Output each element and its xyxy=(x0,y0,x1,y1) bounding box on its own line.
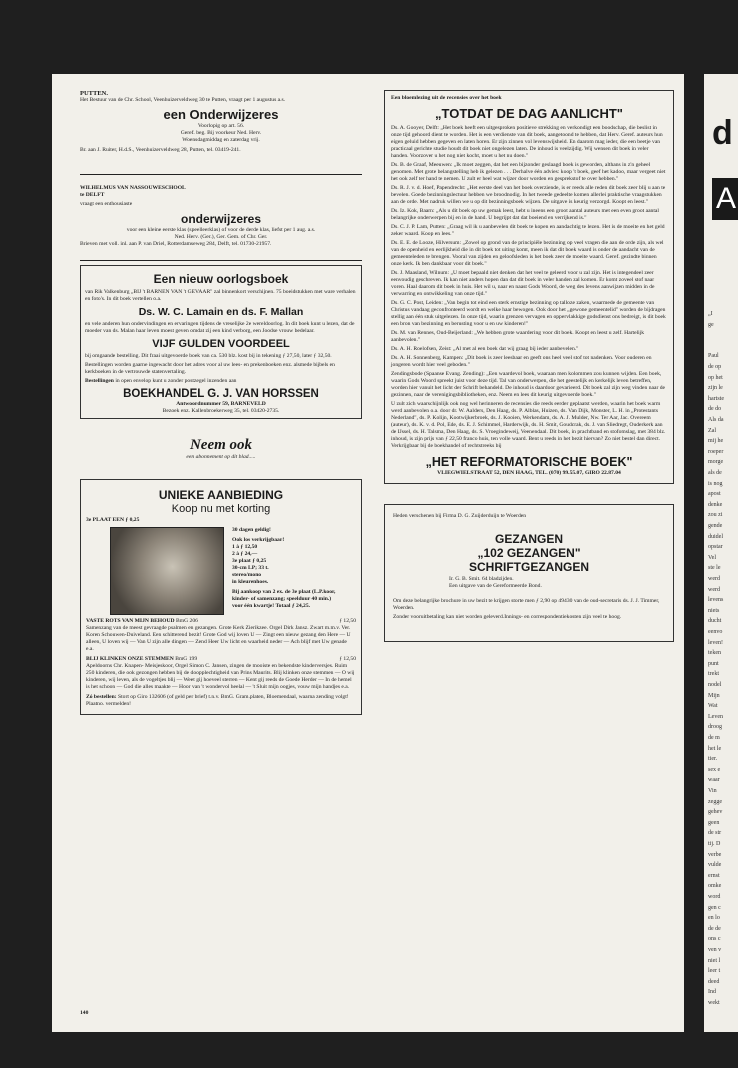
oorlog-order-label: Bestellingen xyxy=(85,378,114,384)
totdat-title: „TOTDAT DE DAG AANLICHT" xyxy=(435,106,623,121)
oorlog-offer: VIJF GULDEN VOORDEEL xyxy=(152,338,290,350)
strip-line: als de xyxy=(708,470,722,476)
review-item: Ds. C. J. P. Lam, Putten: „Graag wil ik u aanbevelen dit boek te kopen en aandachtig te lezen. Het is de moeite en het geld zeker waard. Koop en lees." xyxy=(391,224,665,237)
oorlog-antwoord: Antwoordnummer 59, BARNEVELD xyxy=(176,401,266,407)
strip-line: Vin xyxy=(708,788,717,794)
unieke-price-label: 3e PLAAT EEN ƒ 0,25 xyxy=(86,517,140,523)
review-list xyxy=(391,125,667,399)
strip-big-letter: d xyxy=(712,114,733,152)
zuid-intro: Heden verschenen bij Firma D. G. Zuijderduijn te Woerden xyxy=(393,513,527,519)
left-column xyxy=(80,90,362,715)
strip-line: leven! xyxy=(708,639,723,646)
strip-line: leer t xyxy=(708,968,721,975)
strip-line: ge xyxy=(708,321,714,328)
review-item: Ds. J. Maasland, Wilnum: „U moet bepaald niet denken dat het veel te geleerd voor u zal zijn. Het is integendeel zeer eenvoudig geschreven. Ik kan niet anders hopen dan dat dit boek in veler handen zal komen. Er komt zoveel stof naar voren. Haal daarom dit boek in huis. Het wil u, naar en naast Gods Woord, de weg des levens aanwijzen midden in de verwarring en ontwikkeling van onze tijd." xyxy=(391,270,655,297)
review-item: Ds. B. de Graaf, Meeuwen: „Ik moet zeggen, dat het een bijzonder geslaagd boek is geworden, althans in z'n geheel genomen. Met grote belangstelling heb ik gelezen . . . Derhalve één advies: koop 't boek, geef het kadoo, maar vergeet niet het ook zelf ter hand te nemen. U zult er heel wat wijzer door worden en gesprekstof te over hebben." xyxy=(391,162,666,182)
neem-ook-ad xyxy=(80,437,362,461)
zuid-a2: Een uitgave van de Gereformeerde Bond. xyxy=(449,583,542,589)
next-page-strip xyxy=(704,74,738,1032)
strip-line: levens xyxy=(708,597,724,604)
strip-line: zijn le xyxy=(708,385,723,392)
strip-line: de m xyxy=(708,735,720,741)
oorlogsboek-ad xyxy=(80,265,362,419)
delft-contact: Brieven met voll. inl. aan P. van Driel, Rotterdamseweg 284, Delft, tel. 01730-21957. xyxy=(80,241,272,247)
strip-line: is nog xyxy=(708,480,723,487)
record-photo xyxy=(110,527,224,615)
review-item: Ds. M. van Rennes, Oud-Beijerland: „We hebben grote waardering voor dit boek. Koopt en leest u zelf. Hartelijk aanbevolen." xyxy=(391,330,645,343)
strip-line: niet l xyxy=(708,957,721,964)
totdat-intro: Een bloemlezing uit de recensies over het boek xyxy=(391,95,502,101)
unieke-order-text: Stort op Giro 132606 (of geld per brief) t.n.v. BmG. Gram.platen, Bloemendaal, waarna zending volgt! Plaatno. vermelden! xyxy=(86,694,349,707)
strip-line: Paul xyxy=(708,353,719,360)
strip-line: gen c xyxy=(708,904,721,911)
strip-line: mij he xyxy=(708,438,724,445)
totdat-closing: U zult zich waarschijnlijk ook nog wel herinneren de recensies die reeds eerder geplaatst werden, waarin het boek warm werd aanbevolen o.a. door dr. W. Aalders, Den Haag, ds. P. Alblas, Huizen, ds. Van Dijk, Monster, L. H. in „Protestants Nederland", ds. P. Kolijn, Kootwijkerbroek, ds. J. Kooien, Werkendam, ds. A. J. Mulder, Nw. Ter Aar, Jac. Overeem (auteur), ds. K. v. d. Pol, Ede, ds. E. J. Schimmel, Harderwijk, ds. H. Smit, Goudcrak, ds. J. van Sliedregt, Ouderkerk aan de IJssel, ds. H. Talsma, Den Haag, ds. S. Vroegindeweij, Veenendaal. Dit boek, in prachtband en stofomslag, met 384 blz. inhoud, is zijn prijs van ƒ 22,50 franco huis, ten volle waard. Bent u reeds in het bezit hiervan? Zo niet bestel dan direct. Verkrijgbaar bij de boekhandel of rechtstreeks bij xyxy=(391,401,666,449)
oorlog-bezoek: Bezoek enz. Kallenbroekerweg 35, tel. 03420-2735. xyxy=(162,408,280,414)
unieke-r1: Ook los verkrijgbaar! xyxy=(232,537,285,543)
strip-line: trekt xyxy=(708,671,719,678)
strip-line: Leven xyxy=(708,713,723,720)
strip-line: verbe xyxy=(708,851,722,858)
rec2-price: ƒ 12,50 xyxy=(339,656,356,662)
review-item: Ds. A. Gooyer, Delft: „Het boek heeft een uitgesproken positieve strekking en verkondigt een boodschap, die beslist in onze tijd gehoord dient te worden. Het is een verdienste van dit boek, aangetoond te hebben, dat Herv. Geref. auteurs hun eigen geluid hebben gegeven en laten horen. Er zijn zinnen vol levenswijsheid. En daarom mag ieder, die een beetje van practicaal gerichte studie houdt dit boek niet ongelezen laten. De inhoud is veelzijdig. Wij wensen dit boek in veler handen. Voorzover u het nog niet kocht, moet u het nu doen." xyxy=(391,125,663,159)
zuid-t3: SCHRIFTGEZANGEN xyxy=(469,560,589,574)
strip-line: tij. D xyxy=(708,841,721,847)
rec2-code: BmG 199 xyxy=(175,656,198,662)
strip-line: Wat xyxy=(708,703,718,710)
zuid-p2: Zonder vooruitbetaling kan niet worden geleverd.Innings- en correspondentiekosten zijn veel te hoog. xyxy=(393,614,622,620)
strip-line: omke xyxy=(708,883,722,890)
putten-line3: Woensdagmiddag en zaterdag vrij. xyxy=(182,137,260,143)
unieke-order-label: Zó bestellen: xyxy=(86,694,117,700)
unieke-r2: 1 à ƒ 12,50 xyxy=(232,544,258,550)
oorlog-text: van Rik Valkenburg „BIJ 't BARNEN VAN 't GEVAAR" zal binnenkort verschijnen. 75 boeidstukken met ware verhalen en foto's. In dit boek vertellen o.a. xyxy=(85,289,356,302)
strip-line: punt xyxy=(708,660,719,667)
strip-line: nodel xyxy=(708,682,722,688)
strip-line: gende xyxy=(708,523,723,529)
oorlog-text2: en vele anderen hun ondervindingen en ervaringen tijdens de vreselijke 2e wereldoorlog. In dit boek kunt u lezen, dat de moeder van ds. Malan haar leven moest geven omdat zij een kind verborg, een Joodse vrouw bedelaar. xyxy=(85,321,355,334)
neem-title: Neem ook xyxy=(189,437,253,453)
unieke-sub: Koop nu met korting xyxy=(171,503,271,515)
strip-line: roeper xyxy=(708,448,724,455)
neem-sub: een abonnement op dit blad..... xyxy=(186,454,256,460)
putten-heading: PUTTEN. xyxy=(80,90,108,97)
strip-line: het le xyxy=(708,745,722,752)
zuid-p1: Om deze belangrijke brochure in uw bezit te krijgen storte men ƒ 2,90 op 49430 van de oud-secretaris ds. J. J. Timmer, Woerden. xyxy=(393,598,660,611)
unieke-days: 30 dagen geldig! xyxy=(232,527,271,533)
strip-line: Ind xyxy=(708,989,716,996)
strip-line: zou zi xyxy=(708,512,723,519)
publisher-name: „HET REFORMATORISCHE BOEK" xyxy=(425,455,633,469)
strip-line: „I xyxy=(708,311,713,317)
strip-line: sex e xyxy=(708,766,721,773)
strip-line: droog xyxy=(708,724,722,731)
strip-line: hartste xyxy=(708,395,724,402)
review-item: Ds. E. E. de Looze, Hilversum: „Zowel op grond van de principiële bezinning op veel vragen die aan de orde zijn, als wel van de openheid en eerlijkheid die in dit boek tot uiting komt, meen ik dat dit boek waard is onder de aandacht van de gemeenteleden te brengen. Vooral van zijden en geloofsleden is het boek zeer de moeite waard. Geref. gezindte binnen onze kerk. Ik ben dankbaar voor dit boek." xyxy=(391,240,664,267)
rec1-text: Samenzang van de meest gevraagde psalmen en gezangen. Grote Kerk Zierikzee. Orgel Dirk Jansz. Zwart m.m.v. Ver. Koren Schouwen-Duiveland. Een schitterend bezit! Grote God wij loven U — Zingt een nieuw gezang den Here — U alleen, U loven wij — Van U zijn alle dingen — Zend Heer Uw licht en waarheid neder — Ach blijf met Uw genade e.a. xyxy=(86,625,351,652)
strip-line: gehev xyxy=(708,809,723,816)
strip-line: waar xyxy=(708,777,720,784)
strip-line: wekt xyxy=(708,1000,720,1006)
unieke-r3: 2 à ƒ 24,— xyxy=(232,551,258,557)
delft-heading: WILHELMUS VAN NASSOUWESCHOOL xyxy=(80,185,186,191)
strip-letter-box: A xyxy=(712,178,738,220)
strip-line: deed xyxy=(708,978,720,985)
strip-line: niets xyxy=(708,607,720,614)
review-item: Ds. A. H. Sonnenberg, Kampen: „Dit boek is zeer leesbaar en geeft ons heel veel stof tot nadenken. Voor ouderen en jongeren wordt hier veel geboden." xyxy=(391,355,652,368)
review-item: Ds. Iz. Kok, Baarn: „Als u dit boek op uw gemak leest, hebt u ineens een groot aantal auteurs met een even groot aantal belangrijke onderwerpen bij en in de hand. U begrijpt dat dat boeiend en verrijkend is." xyxy=(391,208,659,221)
strip-line: duidel xyxy=(708,533,723,540)
strip-line: de do xyxy=(708,406,722,413)
right-column xyxy=(384,90,674,642)
oorlog-title: Een nieuw oorlogsboek xyxy=(153,272,289,286)
unieke-r4: 3e plaat ƒ 0,25 xyxy=(232,558,267,564)
strip-line: de op xyxy=(708,364,722,370)
strip-line: geen xyxy=(708,819,720,826)
unieke-title: UNIEKE AANBIEDING xyxy=(158,488,284,502)
putten-ad xyxy=(80,90,362,154)
strip-line: Zal xyxy=(708,427,716,434)
strip-line: zegge xyxy=(708,798,722,805)
strip-line: apost xyxy=(708,491,721,498)
putten-title: een Onderwijzeres xyxy=(163,107,279,122)
zuid-t1: GEZANGEN xyxy=(494,532,563,546)
putten-contact: Br. aan J. Ruiter, H.d.S., Veenhuizerveldweg 28, Putten, tel. 03419-241. xyxy=(80,147,241,153)
review-item: Ds. A. H. Roelofsen, Zeist: „Al met al een boek dat wij graag bij ieder aanbevelen." xyxy=(391,346,579,352)
zuid-t2: „102 GEZANGEN" xyxy=(477,546,581,560)
review-item: Zendingsbode (Spaanse Evang. Zending): „Een waardevol boek, waaraan men kolommen zou kunnen wijden. Een boek, waarin Gods Woord spreekt juist voor deze tijd. Tal van onderwerpen, die het geestelijk en kerkelijk leven betreffen, worden hier vanuit het licht der Schrift behandeld. De inhoud is daardoor gevarieerd. Dit boek zal zijn weg vinden naar de gezinnen, naar de verenigingsbibliotheken, enz. Neem en lees dit keurig uitgevoerde boek." xyxy=(391,371,665,398)
delft-text2: Ned. Herv. (Ger.), Ger. Gem. of Chr. Ger. xyxy=(174,234,268,240)
rec2-text: Apeldoorns Chr. Knapen- Meisjeskoor, Orgel Simon C. Jansen, zingen de mooiste en bekendste kinderversjes. Ruim 250 kinderen, die ook gezongen hebben bij de doopplechtigheid van Prins Maurits. Blij klinken onze stemmen — O wij kinderen, wij leven, als de vogeltjes blij — Weet gij hoeveel sterren — Kent gij reeds de Goede Herder — In de hemel is het schoon — God die alles maakte — Hoor van 't wondervol heelal — 't Sluit mijn oogjes, vouw mijn handjes e.a. xyxy=(86,663,355,690)
strip-line: teken xyxy=(708,650,721,657)
unieke-r6: stereo/mono xyxy=(232,572,262,578)
strip-line: en lo xyxy=(708,915,720,922)
putten-intro: Het Bestuur van de Chr. School, Veenhuizerveldweg 30 te Putten, vraagt per 1 augustus a.s. xyxy=(80,97,286,103)
strip-line: opstar xyxy=(708,544,723,551)
strip-line: ducht xyxy=(708,618,722,625)
strip-line: ste le xyxy=(708,565,721,572)
oorlog-text4: Bestellingen worden gaarne ingewacht door het adres voor al uw lees- en prekenboeken enz. alsmede bijbels en kerkboeken in de vertrouwde statenvertaling. xyxy=(85,362,335,375)
strip-line: werd xyxy=(708,586,720,593)
strip-line: Vel xyxy=(708,554,716,561)
strip-line: Mijn xyxy=(708,692,720,699)
oorlog-text3: bij omgaande bestelling. Dit fraai uitgevoerde boek van ca. 530 blz. kost bij in tekening ƒ 27,50, later ƒ 32,50. xyxy=(85,353,332,359)
strip-line: tier. xyxy=(708,756,718,763)
putten-line1: Voorlopig op art. 56. xyxy=(197,123,245,129)
divider xyxy=(80,174,362,175)
strip-line: word xyxy=(708,894,721,900)
publisher-address: VLIEGWIELSTRAAT 52, DEN HAAG, TEL. (070) 99.55.07, GIRO 22.87.04 xyxy=(437,470,621,476)
strip-line: op het xyxy=(708,374,723,381)
rec2-title: BLIJ KLINKEN ONZE STEMMEN xyxy=(86,656,174,662)
strip-line: de str xyxy=(708,830,722,837)
oorlog-order-text: in open envelop kunt u zonder postzegel inzenden aan xyxy=(115,378,237,384)
delft-intro: vraagt een enthousiaste xyxy=(80,201,133,207)
rec1-title: VASTE ROTS VAN MIJN BEHOUD xyxy=(86,618,175,624)
gezangen-ad xyxy=(384,504,674,642)
delft-heading2: te DELFT xyxy=(80,192,105,198)
zuid-a1: Ir. G. B. Smit. 64 bladzijden. xyxy=(449,576,514,582)
strip-line: morge xyxy=(708,459,724,466)
delft-title: onderwijzeres xyxy=(180,212,262,226)
page-number: 140 xyxy=(80,1010,89,1016)
strip-line: ven v xyxy=(708,947,722,953)
delft-ad xyxy=(80,185,362,248)
strip-line: vulde xyxy=(708,862,722,869)
strip-line: ons c xyxy=(708,936,721,943)
strip-line: de de xyxy=(708,925,721,932)
oorlog-shop: BOEKHANDEL G. J. VAN HORSSEN xyxy=(123,388,319,400)
review-item: Ds. R. J. v. d. Hoef, Papendrecht: „Het eerste deel van het boek overziende, is er reeds alle reden dit boek zeer blij u aan te bevelen. Goede bezinningslectuur hebben we broodnodig. In het tweede gedeelte komen allerlei praktische vraagstukken aan de orde. Met nadruk willen we u op dit bezinningsboek wijzen. De uitgave is keurig verzorgd. Koopt en leest." xyxy=(391,185,666,205)
rec1-price: ƒ 12,50 xyxy=(339,618,356,624)
unieke-r5: 30-cm LP; 33 t. xyxy=(232,565,269,571)
unieke-r8: Bij aankoop van 2 ex. de 3e plaat (L.P.koor, kinder- of samenzang; speelduur 40 min.) voor één kwartje! Totaal ƒ 24,25. xyxy=(232,589,336,609)
strip-line: eenvo xyxy=(708,629,723,635)
rec1-code: BmG 206 xyxy=(176,618,198,624)
strip-line: werd xyxy=(708,576,720,582)
divider xyxy=(80,260,362,261)
putten-line2: Geref. beg. Bij voorkeur Ned. Herv. xyxy=(180,130,262,136)
strip-line: Als da xyxy=(708,417,724,423)
strip-line: ernst xyxy=(708,872,720,879)
unieke-r7: in kleurenhoes. xyxy=(232,579,269,585)
review-item: Ds. G. C. Post, Leiden: „Van begin tot eind een sterk ernstige bezinning op talloze zaken, waarmede de gemeente van Christus vandaag geconfronteerd wordt en welke haar bewogen. Ook door het „gewone gemeentelid" worden de bijdragen stellig aan één stuk uitgelezen. In onze tijd, waarin grenzen vervagen en oppervlakkige godsdienst ons bedreigt, is dit boek een bron van bezinning en berusting voor u en uw kinderen!" xyxy=(391,300,666,327)
totdat-ad xyxy=(384,90,674,484)
delft-text: voor een kleine eerste klas (speelleerklas) of voor de derde klas, liefst per 1 aug. a.s. xyxy=(126,227,316,233)
strip-line: denke xyxy=(708,501,723,508)
oorlog-authors: Ds. W. C. Lamain en ds. F. Mallan xyxy=(138,306,304,318)
unieke-aanbieding-ad xyxy=(80,479,362,715)
